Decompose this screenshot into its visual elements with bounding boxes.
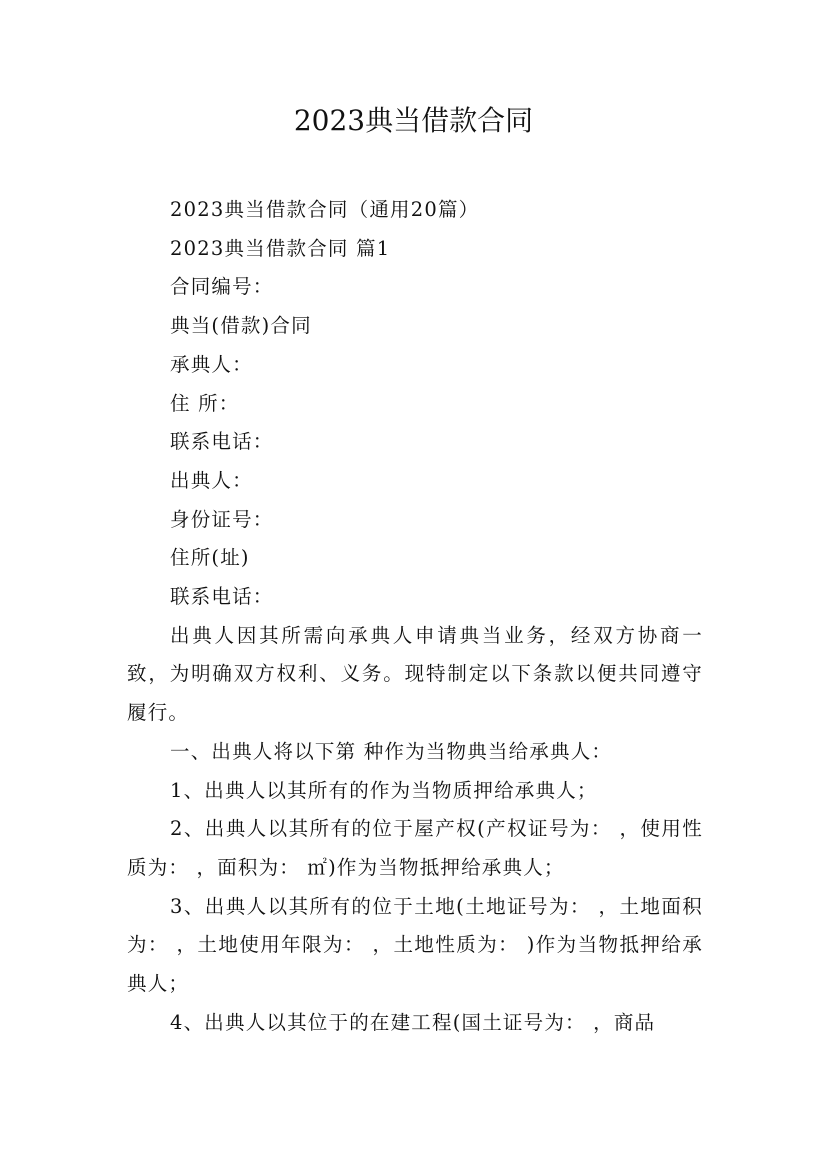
document-title: 2023典当借款合同 (293, 104, 534, 137)
paragraph-clause-1: 一、出典人将以下第 种作为当物典当给承典人： (170, 739, 613, 763)
paragraph-contract-name: 典当(借款)合同 (170, 314, 312, 338)
paragraph-pawnor: 出典人： (170, 468, 253, 492)
paragraph-contract-number: 合同编号： (170, 275, 274, 299)
paragraph-item-3: 3、出典人以其所有的位于土地(土地证号为： ，土地面积为： ，土地使用年限为： ，土地性质为： )作为当物抵押给承典人； (127, 894, 703, 996)
paragraph-item-4: 4、出典人以其位于的在建工程(国土证号为： ，商品 (170, 1010, 656, 1034)
paragraph-pawnor-id: 身份证号： (170, 507, 274, 531)
paragraph-pawnor-address: 住所(址) (170, 546, 250, 570)
paragraph-pawnee-phone: 联系电话： (170, 430, 274, 454)
paragraph-item-1: 1、出典人以其所有的作为当物质押给承典人； (170, 778, 598, 802)
paragraph-part-heading: 2023典当借款合同 篇1 (170, 236, 391, 260)
paragraph-preamble: 出典人因其所需向承典人申请典当业务，经双方协商一致，为明确双方权利、义务。现特制定以下条款以便共同遵守履行。 (127, 623, 703, 725)
paragraph-pawnor-phone: 联系电话： (170, 585, 274, 609)
document-body (127, 191, 703, 1042)
paragraph-pawnee-address: 住 所： (170, 391, 240, 415)
paragraph-item-2: 2、出典人以其所有的位于屋产权(产权证号为： ，使用性质为： ，面积为： ㎡)作为当物抵押给承典人； (127, 817, 703, 879)
paragraph-pawnee: 承典人： (170, 352, 253, 376)
paragraph-subtitle: 2023典当借款合同（通用20篇） (170, 198, 480, 221)
